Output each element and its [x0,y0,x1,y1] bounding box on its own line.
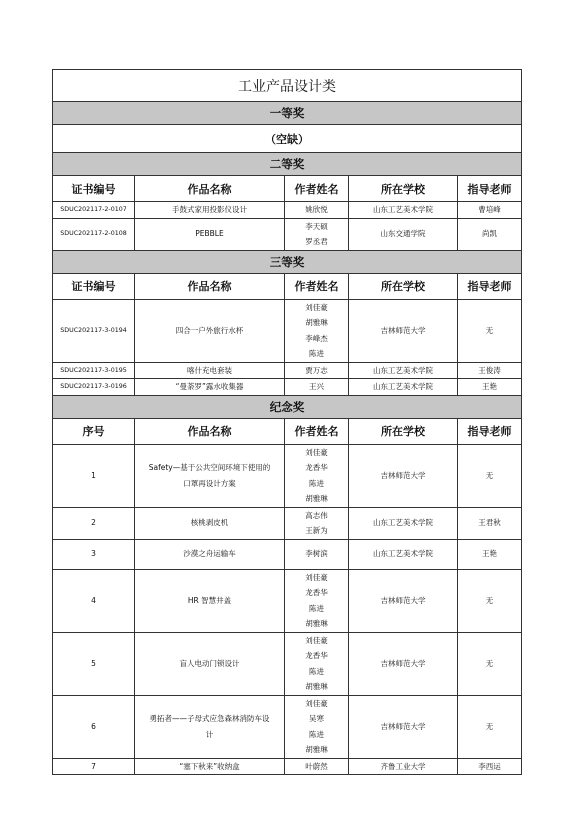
col-header-work: 作品名称 [135,418,285,444]
certificate-cell: SDUC202117-3-0196 [53,379,135,396]
advisor-cell: 无 [458,569,522,632]
author-name: 刘佳豪 [305,572,328,582]
author-name: 罗丞君 [305,237,328,246]
work-name-cell [135,362,285,379]
table-row [53,218,522,250]
school-cell: 齐鲁工业大学 [349,758,458,775]
author-name: 龙香华 [305,588,328,597]
school-cell: 吉林师范大学 [349,569,458,632]
col-header-advisor: 指导老师 [458,418,522,444]
work-name-line: 盲人电动门锁设计 [179,658,240,668]
col-header-code: 序号 [53,418,135,444]
advisor-cell: 曹培峰 [458,202,522,219]
author-name: 王兴 [309,382,324,391]
authors-cell [285,444,349,507]
advisor-cell: 无 [458,695,522,758]
first-prize-vacant: （空缺） [53,125,522,153]
work-name-line: 四合一户外旅行水杯 [175,325,244,335]
work-name-line: 手鼓式家用投影仪设计 [172,205,247,214]
school-cell: 山东工艺美术学院 [349,202,458,219]
author-name: 胡雅琳 [305,494,328,503]
author-name: 胡雅琳 [305,619,328,628]
author-name: 刘佳豪 [305,302,328,312]
certificate-cell: 5 [53,632,135,695]
table-row [53,507,522,539]
school-cell: 吉林师范大学 [349,695,458,758]
certificate-cell: SDUC202117-2-0107 [53,202,135,219]
school-cell: 山东工艺美术学院 [349,362,458,379]
work-name-line: 喀什充电套装 [187,365,232,375]
col-header-advisor: 指导老师 [458,273,522,299]
table-row [53,569,522,632]
work-name-line: “塞下秋来”收纳盒 [179,761,240,771]
author-name: 刘佳豪 [305,635,328,645]
table-header-row [53,176,522,202]
second-prize-heading: 二等奖 [53,153,522,176]
col-header-school: 所在学校 [349,176,458,202]
authors-cell [285,758,349,775]
authors-cell [285,218,349,250]
school-cell: 山东工艺美术学院 [349,539,458,569]
memorial-prize-section [53,418,522,775]
author-name: 高志伟 [305,510,328,520]
author-name: 李树滨 [305,549,328,559]
advisor-cell: 尚凯 [458,218,522,250]
work-name-line: “曼荼罗”露水收集器 [175,382,244,391]
advisor-cell: 王艳 [458,379,522,396]
author-name: 龙香华 [305,463,328,472]
work-name-cell [135,299,285,362]
school-cell: 山东交通学院 [349,218,458,250]
work-name-line: PEBBLE [195,229,224,239]
author-name: 吴寒 [309,714,324,723]
work-name-cell [135,444,285,507]
col-header-work: 作品名称 [135,176,285,202]
advisor-cell: 无 [458,444,522,507]
work-name-line: Safety—基于公共空间环境下使用的 [148,463,271,472]
third-prize-section [53,273,522,395]
third-prize-heading: 三等奖 [53,250,522,273]
school-cell: 山东工艺美术学院 [349,379,458,396]
certificate-cell: SDUC202117-3-0195 [53,362,135,379]
table-row [53,362,522,379]
author-name: 李天硕 [305,221,328,231]
author-name: 胡雅琳 [305,318,328,327]
work-name-line: 勇拓者——子母式应急森林消防车设 [149,714,270,723]
first-prize-heading: 一等奖 [53,102,522,125]
certificate-cell: 1 [53,444,135,507]
certificate-cell: 6 [53,695,135,758]
certificate-cell: SDUC202117-2-0108 [53,218,135,250]
col-header-author: 作者姓名 [285,418,349,444]
author-name: 刘佳豪 [305,698,328,708]
author-name: 胡雅琳 [305,745,328,754]
advisor-cell: 无 [458,299,522,362]
table-row [53,695,522,758]
certificate-cell: 2 [53,507,135,539]
certificate-cell: 3 [53,539,135,569]
author-name: 刘佳豪 [305,447,328,457]
col-header-work: 作品名称 [135,273,285,299]
certificate-cell: 4 [53,569,135,632]
author-name: 陈进 [309,603,324,613]
col-header-school: 所在学校 [349,273,458,299]
work-name-cell [135,379,285,396]
work-name-line: 口罩再设计方案 [183,478,236,488]
table-row [53,539,522,569]
work-name-cell [135,218,285,250]
advisor-cell: 王俊涛 [458,362,522,379]
work-name-cell [135,632,285,695]
authors-cell [285,695,349,758]
school-cell: 山东工艺美术学院 [349,507,458,539]
table-header-row [53,418,522,444]
col-header-school: 所在学校 [349,418,458,444]
award-table [52,69,522,775]
author-name: 李峰杰 [305,333,328,343]
authors-cell [285,507,349,539]
author-name: 龙香华 [305,651,328,660]
advisor-cell: 无 [458,632,522,695]
authors-cell [285,299,349,362]
col-header-author: 作者姓名 [285,176,349,202]
table-row [53,632,522,695]
school-cell: 吉林师范大学 [349,444,458,507]
author-name: 叶蔚然 [305,761,328,771]
table-row [53,758,522,775]
authors-cell [285,569,349,632]
col-header-author: 作者姓名 [285,273,349,299]
work-name-cell [135,202,285,219]
authors-cell [285,202,349,219]
authors-cell [285,379,349,396]
memorial-prize-heading: 纪念奖 [53,395,522,418]
author-name: 王新为 [305,526,328,535]
second-prize-section [53,176,522,251]
author-name: 陈进 [309,729,324,739]
table-row [53,202,522,219]
author-name: 贾万志 [305,365,328,375]
author-name: 陈进 [309,478,324,488]
col-header-advisor: 指导老师 [458,176,522,202]
certificate-cell: 7 [53,758,135,775]
certificate-cell: SDUC202117-3-0194 [53,299,135,362]
authors-cell [285,632,349,695]
work-name-cell [135,695,285,758]
advisor-cell: 李西运 [458,758,522,775]
work-name-line: HR 智慧井盖 [187,595,232,605]
author-name: 胡雅琳 [305,682,328,691]
work-name-cell [135,569,285,632]
advisor-cell: 王君秋 [458,507,522,539]
col-header-code: 证书编号 [53,273,135,299]
work-name-line: 核桃剥皮机 [190,518,229,528]
work-name-cell [135,507,285,539]
col-header-code: 证书编号 [53,176,135,202]
table-title: 工业产品设计类 [53,70,522,102]
authors-cell [285,539,349,569]
table-row [53,379,522,396]
work-name-line: 沙漠之舟运输车 [183,549,236,559]
school-cell: 吉林师范大学 [349,632,458,695]
author-name: 陈进 [309,666,324,676]
school-cell: 吉林师范大学 [349,299,458,362]
work-name-cell [135,539,285,569]
author-name: 陈进 [309,349,324,358]
table-row [53,444,522,507]
advisor-cell: 王艳 [458,539,522,569]
table-row [53,299,522,362]
work-name-line: 计 [205,729,214,739]
table-header-row [53,273,522,299]
author-name: 姚欣悦 [305,205,328,214]
authors-cell [285,362,349,379]
work-name-cell [135,758,285,775]
